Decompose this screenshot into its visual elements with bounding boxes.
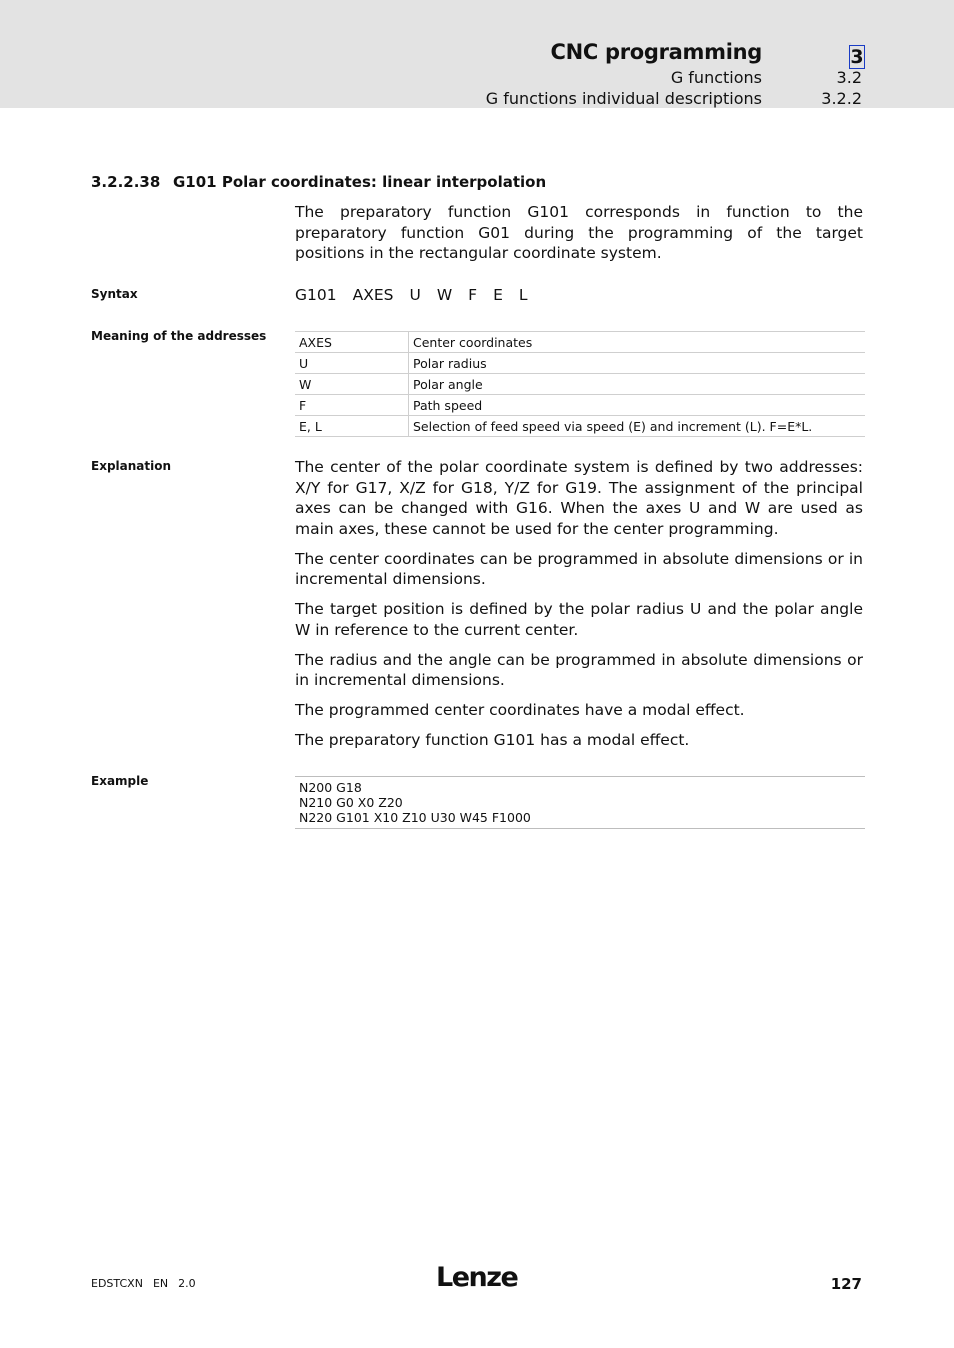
explanation-paragraph: The center of the polar coordinate system is defined by two addresses: X/Y for G17, X/Z for G18, Y/Z for G19. The assignment of the principal axes can be changed with G16. When the axes U and W are used as main axes, these cannot be used for the center programming. bbox=[295, 458, 863, 538]
section-title: G functions bbox=[670, 68, 762, 87]
section-heading bbox=[91, 173, 546, 191]
footer-version: 2.0 bbox=[178, 1277, 196, 1290]
footer-document-info bbox=[91, 1277, 206, 1290]
example-code-line: N220 G101 X10 Z10 U30 W45 F1000 bbox=[299, 810, 531, 825]
chapter-number-link[interactable]: 3 bbox=[850, 46, 864, 68]
section-heading-number: 3.2.2.38 bbox=[91, 173, 161, 191]
table-row bbox=[295, 395, 865, 416]
example-code-line: N210 G0 X0 Z20 bbox=[299, 795, 403, 810]
chapter-title: CNC programming bbox=[550, 40, 762, 64]
syntax-line bbox=[295, 286, 544, 304]
address-code: U bbox=[295, 353, 409, 374]
address-code: W bbox=[295, 374, 409, 395]
page-number: 127 bbox=[830, 1275, 862, 1293]
addresses-label: Meaning of the addresses bbox=[91, 329, 267, 343]
explanation-paragraph: The programmed center coordinates have a modal effect. bbox=[295, 701, 745, 719]
footer-language: EN bbox=[152, 1277, 169, 1290]
table-row bbox=[295, 353, 865, 374]
address-code: F bbox=[295, 395, 409, 416]
address-meaning: Center coordinates bbox=[409, 332, 866, 353]
lenze-logo: Lenze bbox=[436, 1262, 518, 1293]
syntax-token: AXES bbox=[352, 286, 394, 304]
header-band bbox=[0, 0, 954, 108]
explanation-paragraph: The center coordinates can be programmed in absolute dimensions or in incremental dimensions. bbox=[295, 549, 863, 588]
syntax-token: E bbox=[493, 286, 503, 304]
explanation-paragraph: The target position is defined by the polar radius U and the polar angle W in reference to the current center. bbox=[295, 600, 863, 639]
table-row bbox=[295, 374, 865, 395]
syntax-token: F bbox=[468, 286, 478, 304]
subsection-number: 3.2.2 bbox=[821, 89, 862, 108]
section-heading-title: G101 Polar coordinates: linear interpolation bbox=[173, 173, 547, 191]
address-meaning: Path speed bbox=[409, 395, 866, 416]
example-code-line: N200 G18 bbox=[299, 780, 362, 795]
table-row bbox=[295, 332, 865, 353]
syntax-token: G101 bbox=[295, 286, 337, 304]
address-code: E, L bbox=[295, 416, 409, 437]
addresses-table bbox=[295, 331, 865, 437]
intro-paragraph: The preparatory function G101 corresponds in function to the preparatory function G01 during the programming of the target positions in the rectangular coordinate system. bbox=[295, 203, 863, 262]
table-row bbox=[295, 416, 865, 437]
explanation-paragraph: The preparatory function G101 has a modal effect. bbox=[295, 731, 690, 749]
address-meaning: Polar radius bbox=[409, 353, 866, 374]
footer-doc-id: EDSTCXN bbox=[91, 1277, 143, 1290]
explanation-block bbox=[295, 457, 863, 760]
address-meaning: Selection of feed speed via speed (E) and increment (L). F=E*L. bbox=[409, 416, 866, 437]
subsection-title: G functions individual descriptions bbox=[485, 89, 762, 108]
syntax-token: L bbox=[518, 286, 528, 304]
section-number: 3.2 bbox=[836, 68, 862, 87]
example-label: Example bbox=[91, 774, 149, 788]
address-meaning: Polar angle bbox=[409, 374, 866, 395]
explanation-label: Explanation bbox=[91, 459, 172, 473]
syntax-token: W bbox=[436, 286, 453, 304]
syntax-token: U bbox=[409, 286, 421, 304]
address-code: AXES bbox=[295, 332, 409, 353]
syntax-label: Syntax bbox=[91, 287, 138, 301]
explanation-paragraph: The radius and the angle can be programmed in absolute dimensions or in incremental dimensions. bbox=[295, 650, 863, 689]
example-code-box bbox=[295, 776, 865, 829]
